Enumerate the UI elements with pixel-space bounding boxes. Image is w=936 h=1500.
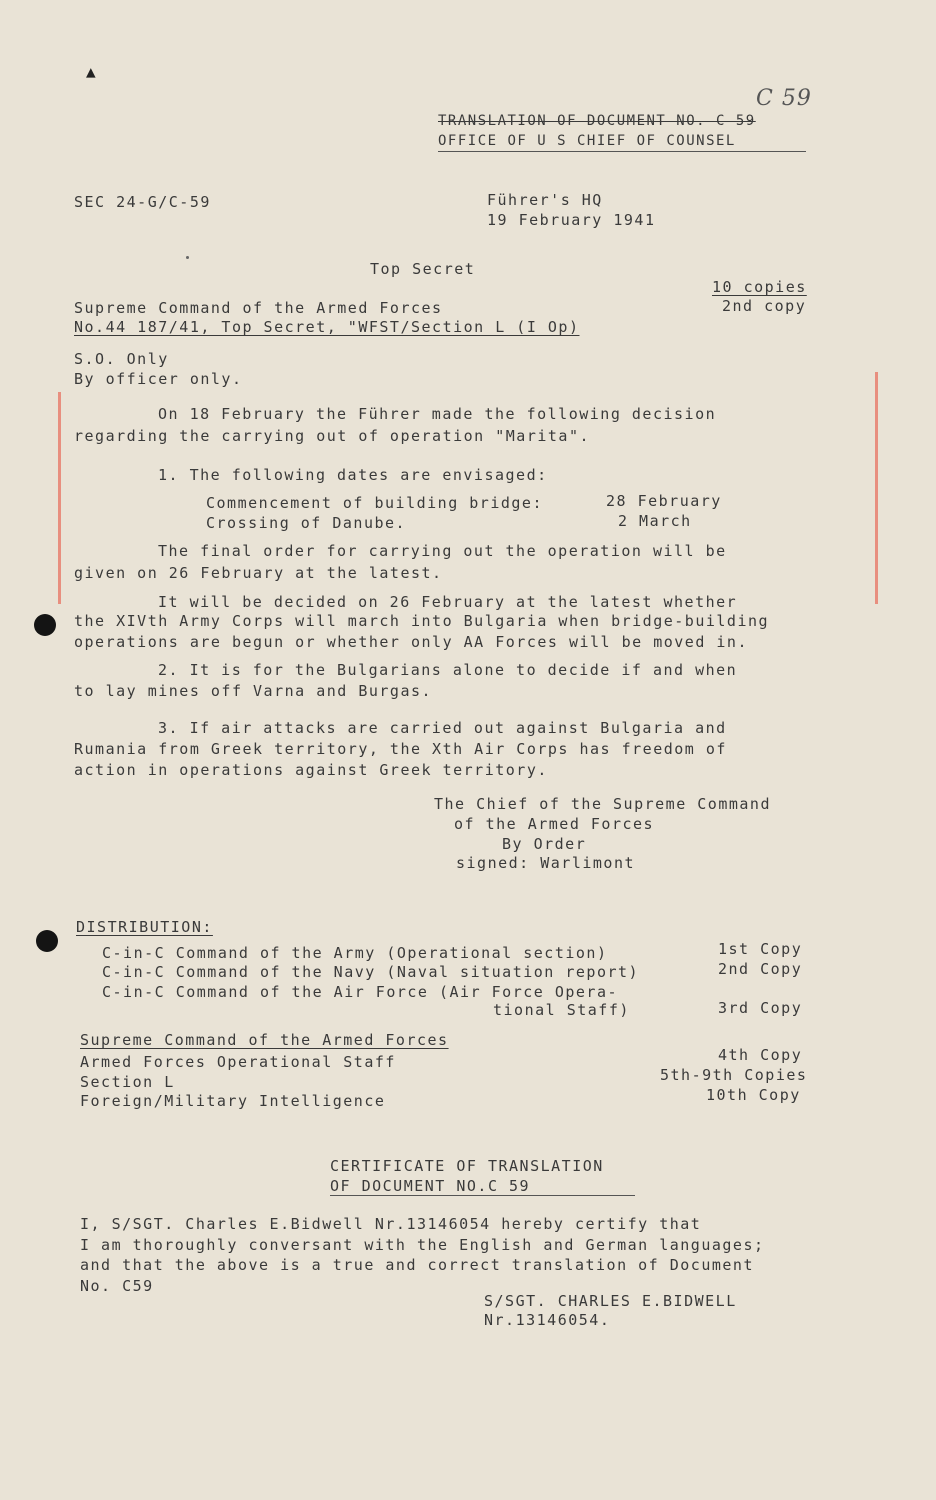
file-number: No.44 187/41, Top Secret, "WFST/Section L (I Op) [74,318,580,336]
certificate-text-4: No. C59 [80,1277,154,1295]
decision-line-3: operations are begun or whether only AA Forces will be moved in. [74,633,748,651]
item-3-line-2: Rumania from Greek territory, the Xth Air Corps has freedom of [74,740,727,758]
office-underline [438,151,806,152]
signature-line-4: signed: Warlimont [456,854,636,872]
signature-line-3: By Order [502,835,587,853]
distribution-row-text: C-in-C Command of the Army (Operational section) [102,944,608,962]
distribution-row-text: C-in-C Command of the Air Force (Air Force Opera- [102,983,619,1001]
distribution-row-copy: 3rd Copy [718,999,803,1017]
signature-line-2: of the Armed Forces [454,815,655,833]
okw-row-copy: 10th Copy [706,1086,801,1104]
hole-punch-icon [36,930,58,952]
decision-line-2: the XIVth Army Corps will march into Bulgaria when bridge-building [74,612,770,630]
certificate-underline [330,1195,635,1196]
handling-note-1: S.O. Only [74,350,169,368]
decision-line-1: It will be decided on 26 February at the latest whether [158,593,738,611]
certificate-text-3: and that the above is a true and correct translation of Document [80,1256,754,1274]
stamp-number: C 59 [756,86,812,111]
certificate-text-1: I, S/SGT. Charles E.Bidwell Nr.13146054 hereby certify that [80,1215,702,1233]
okw-row-copy: 4th Copy [718,1046,803,1064]
item-2-line-2: to lay mines off Varna and Burgas. [74,682,433,700]
red-margin-line-right [875,372,878,604]
okw-row-copy: 5th-9th Copies [660,1066,808,1084]
hole-punch-icon [34,614,56,636]
stray-dot [186,256,189,259]
translation-line: TRANSLATION OF DOCUMENT NO. C 59 [438,113,756,129]
copy-number: 2nd copy [722,297,807,315]
reference-number: SEC 24-G/C-59 [74,193,211,211]
intro-line-1: On 18 February the Führer made the following decision [158,405,717,423]
distribution-heading: DISTRIBUTION: [76,918,213,936]
red-margin-line-left [58,392,61,604]
distribution-row-text: C-in-C Command of the Navy (Naval situation report) [102,963,640,981]
corner-arrow-icon: ▲ [86,62,98,81]
certificate-title-2: OF DOCUMENT NO.C 59 [330,1177,531,1195]
copies-total: 10 copies [712,278,807,296]
signer-name: S/SGT. CHARLES E.BIDWELL [484,1292,737,1310]
classification: Top Secret [370,260,476,278]
item-3-line-3: action in operations against Greek territory. [74,761,548,779]
okw-row-text: Foreign/Military Intelligence [80,1092,386,1110]
date-row-2-label: Crossing of Danube. [206,514,407,532]
final-order-line-1: The final order for carrying out the operation will be [158,542,727,560]
okw-heading: Supreme Command of the Armed Forces [80,1031,449,1049]
item-1-title: 1. The following dates are envisaged: [158,466,548,484]
intro-line-2: regarding the carrying out of operation "Marita". [74,427,591,445]
okw-row-text: Section L [80,1073,175,1091]
item-2-line-1: 2. It is for the Bulgarians alone to decide if and when [158,661,738,679]
distribution-row-copy: 1st Copy [718,940,803,958]
place: Führer's HQ [487,191,603,209]
issuer: Supreme Command of the Armed Forces [74,299,443,317]
signature-line-1: The Chief of the Supreme Command [434,795,771,813]
final-order-line-2: given on 26 February at the latest. [74,564,443,582]
distribution-row-text: tional Staff) [493,1001,630,1019]
certificate-title-1: CERTIFICATE OF TRANSLATION [330,1157,604,1175]
handling-note-2: By officer only. [74,370,243,388]
certificate-text-2: I am thoroughly conversant with the English and German languages; [80,1236,765,1254]
date-row-1-value: 28 February [606,492,722,510]
office-line: OFFICE OF U S CHIEF OF COUNSEL [438,133,736,149]
item-3-line-1: 3. If air attacks are carried out against Bulgaria and [158,719,727,737]
signer-number: Nr.13146054. [484,1311,611,1329]
distribution-row-copy: 2nd Copy [718,960,803,978]
date-row-2-value: 2 March [618,512,692,530]
okw-row-text: Armed Forces Operational Staff [80,1053,396,1071]
date-row-1-label: Commencement of building bridge: [206,494,543,512]
document-date: 19 February 1941 [487,211,656,229]
